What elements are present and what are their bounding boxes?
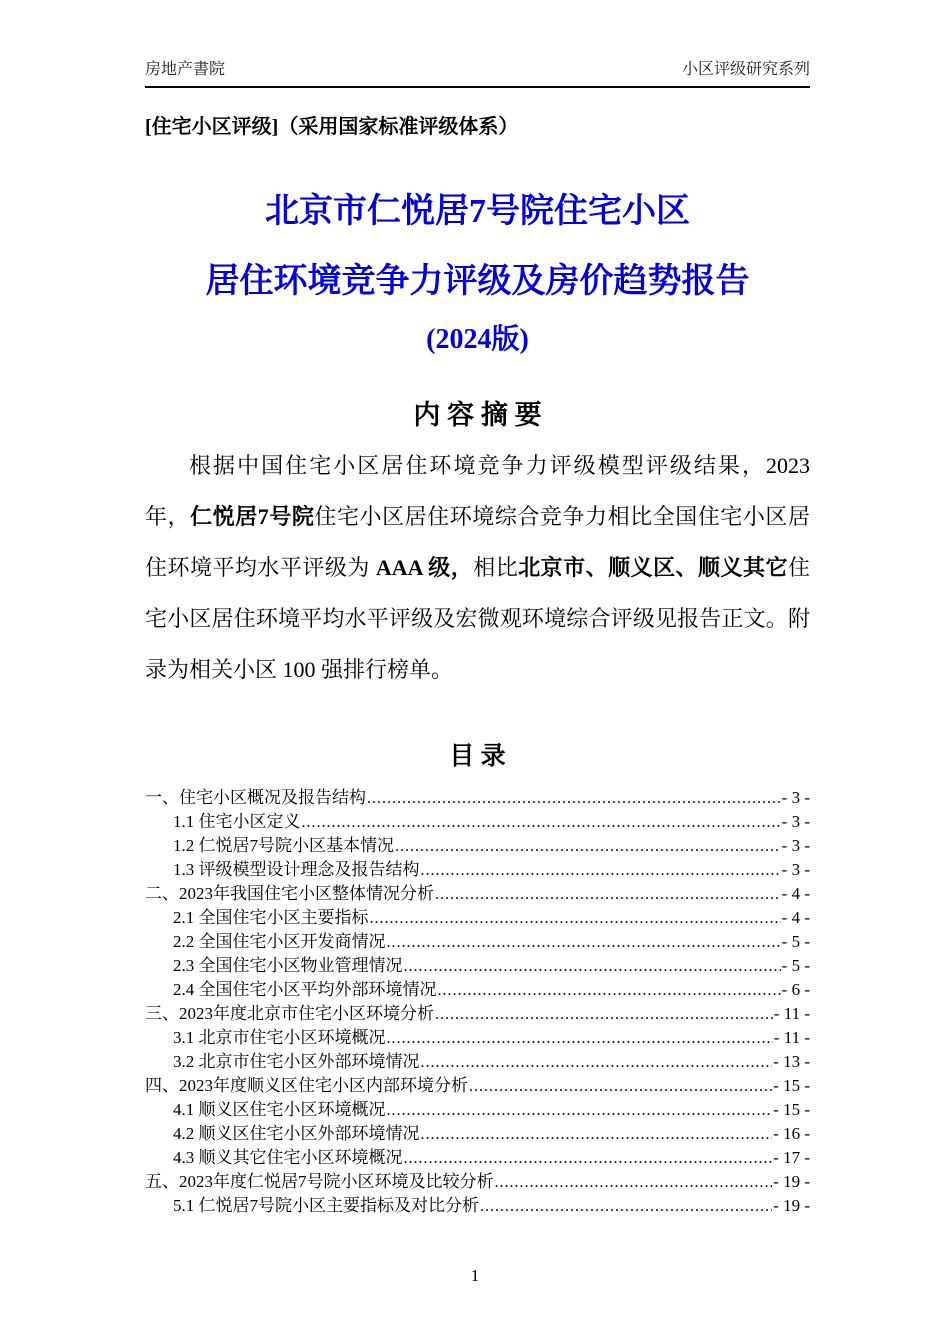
toc-entry[interactable] [145, 906, 810, 930]
report-edition: (2024版) [426, 324, 529, 355]
toc-entry-page: - 4 - [781, 884, 810, 903]
abstract-text-segment: 住宅小区居住环境平均水平评级及宏微观环境综合评级见报告正文。附录为相关小区 100 强排行榜单。 [145, 555, 810, 682]
toc-entry-page: - 15 - [773, 1076, 810, 1095]
toc-leader-dots [435, 882, 781, 906]
toc-entry-page: - 16 - [773, 1124, 810, 1143]
region-names-highlight: 北京市、顺义区、顺义其它 [518, 555, 788, 580]
toc-entry-label: 1.3 评级模型设计理念及报告结构 [173, 860, 420, 879]
toc-entry-page: - 5 - [781, 956, 810, 975]
community-name-highlight: 仁悦居7号院 [190, 504, 315, 529]
toc-heading: 目 录 [449, 743, 506, 770]
abstract-text-segment: 根据中国住宅小区居住环境竞争力评级模型评级结果，2023 年， [145, 453, 810, 529]
toc-entry-page: - 15 - [773, 1100, 810, 1119]
abstract-text-segment: 住宅小区居住环境综合竞争力相比全国住宅小区居住环境平均水平评级为 [145, 504, 810, 580]
abstract-heading: 内 容 摘 要 [413, 400, 542, 430]
toc-entry-label: 3.2 北京市住宅小区外部环境情况 [173, 1052, 420, 1071]
toc-entry-label: 3.1 北京市住宅小区环境概况 [173, 1028, 386, 1047]
toc-entry[interactable] [145, 954, 810, 978]
toc-entry-label: 2.1 全国住宅小区主要指标 [173, 908, 369, 927]
toc-entry[interactable] [145, 1074, 810, 1098]
toc-entry-page: - 3 - [781, 788, 810, 807]
toc-leader-dots [302, 810, 781, 834]
toc-entry-label: 5.1 仁悦居7号院小区主要指标及对比分析 [173, 1196, 479, 1215]
table-of-contents [145, 786, 810, 1218]
toc-entry-page: - 3 - [781, 860, 810, 879]
toc-leader-dots [469, 1074, 772, 1098]
toc-leader-dots [387, 930, 781, 954]
toc-leader-dots [438, 978, 781, 1002]
report-title-line2: 居住环境竞争力评级及房价趋势报告 [205, 263, 750, 300]
toc-entry-page: - 3 - [781, 836, 810, 855]
toc-entry[interactable] [145, 930, 810, 954]
toc-entry[interactable] [145, 834, 810, 858]
toc-entry-label: 4.3 顺义其它住宅小区环境概况 [173, 1148, 403, 1167]
report-title-line1: 北京市仁悦居7号院住宅小区 [265, 193, 690, 230]
toc-leader-dots [387, 1026, 773, 1050]
toc-entry-label: 一、住宅小区概况及报告结构 [145, 788, 366, 807]
toc-entry-label: 二、2023年我国住宅小区整体情况分析 [145, 884, 434, 903]
toc-entry-page: - 5 - [781, 932, 810, 951]
toc-entry[interactable] [145, 786, 810, 810]
toc-entry-page: - 11 - [773, 1028, 810, 1047]
toc-entry-label: 4.1 顺义区住宅小区环境概况 [173, 1100, 386, 1119]
toc-entry-label: 五、2023年度仁悦居7号院小区环境及比较分析 [145, 1172, 494, 1191]
toc-leader-dots [480, 1194, 772, 1218]
toc-entry-label: 4.2 顺义区住宅小区外部环境情况 [173, 1124, 420, 1143]
toc-entry[interactable] [145, 1146, 810, 1170]
toc-entry[interactable] [145, 882, 810, 906]
abstract-text-segment: 相比 [473, 555, 519, 580]
header-brand: 房地产書院 [145, 61, 226, 78]
abstract-paragraph [145, 440, 810, 695]
toc-leader-dots [421, 858, 781, 882]
toc-entry-page: - 4 - [781, 908, 810, 927]
toc-entry[interactable] [145, 1026, 810, 1050]
toc-entry[interactable] [145, 1122, 810, 1146]
toc-entry[interactable] [145, 978, 810, 1002]
toc-entry[interactable] [145, 1170, 810, 1194]
toc-leader-dots [404, 954, 781, 978]
toc-entry-page: - 3 - [781, 812, 810, 831]
toc-leader-dots [370, 906, 781, 930]
toc-leader-dots [435, 1002, 773, 1026]
toc-entry[interactable] [145, 1050, 810, 1074]
toc-entry[interactable] [145, 1098, 810, 1122]
toc-entry-page: - 6 - [781, 980, 810, 999]
toc-entry-page: - 19 - [773, 1196, 810, 1215]
toc-entry-page: - 13 - [773, 1052, 810, 1071]
report-title [145, 192, 810, 356]
toc-leader-dots [404, 1146, 773, 1170]
page-header [145, 60, 810, 88]
toc-entry[interactable] [145, 810, 810, 834]
toc-leader-dots [421, 1050, 773, 1074]
toc-leader-dots [367, 786, 781, 810]
toc-entry-label: 2.3 全国住宅小区物业管理情况 [173, 956, 403, 975]
toc-entry-label: 1.1 住宅小区定义 [173, 812, 301, 831]
toc-entry-label: 四、2023年度顺义区住宅小区内部环境分析 [145, 1076, 468, 1095]
header-series: 小区评级研究系列 [681, 61, 810, 78]
toc-leader-dots [395, 834, 781, 858]
rating-grade-highlight: AAA 级， [375, 555, 474, 580]
toc-leader-dots [421, 1122, 773, 1146]
toc-entry-label: 1.2 仁悦居7号院小区基本情况 [173, 836, 394, 855]
rating-system-note: [住宅小区评级]（采用国家标准评级体系） [145, 116, 519, 138]
toc-entry-page: - 17 - [773, 1148, 810, 1167]
toc-entry[interactable] [145, 1194, 810, 1218]
page-number: 1 [470, 1266, 480, 1285]
toc-leader-dots [495, 1170, 773, 1194]
toc-entry-label: 三、2023年度北京市住宅小区环境分析 [145, 1004, 434, 1023]
toc-leader-dots [387, 1098, 773, 1122]
toc-entry[interactable] [145, 1002, 810, 1026]
toc-entry-label: 2.2 全国住宅小区开发商情况 [173, 932, 386, 951]
toc-entry-label: 2.4 全国住宅小区平均外部环境情况 [173, 980, 437, 999]
toc-entry-page: - 11 - [773, 1004, 810, 1023]
toc-entry-page: - 19 - [773, 1172, 810, 1191]
toc-entry[interactable] [145, 858, 810, 882]
